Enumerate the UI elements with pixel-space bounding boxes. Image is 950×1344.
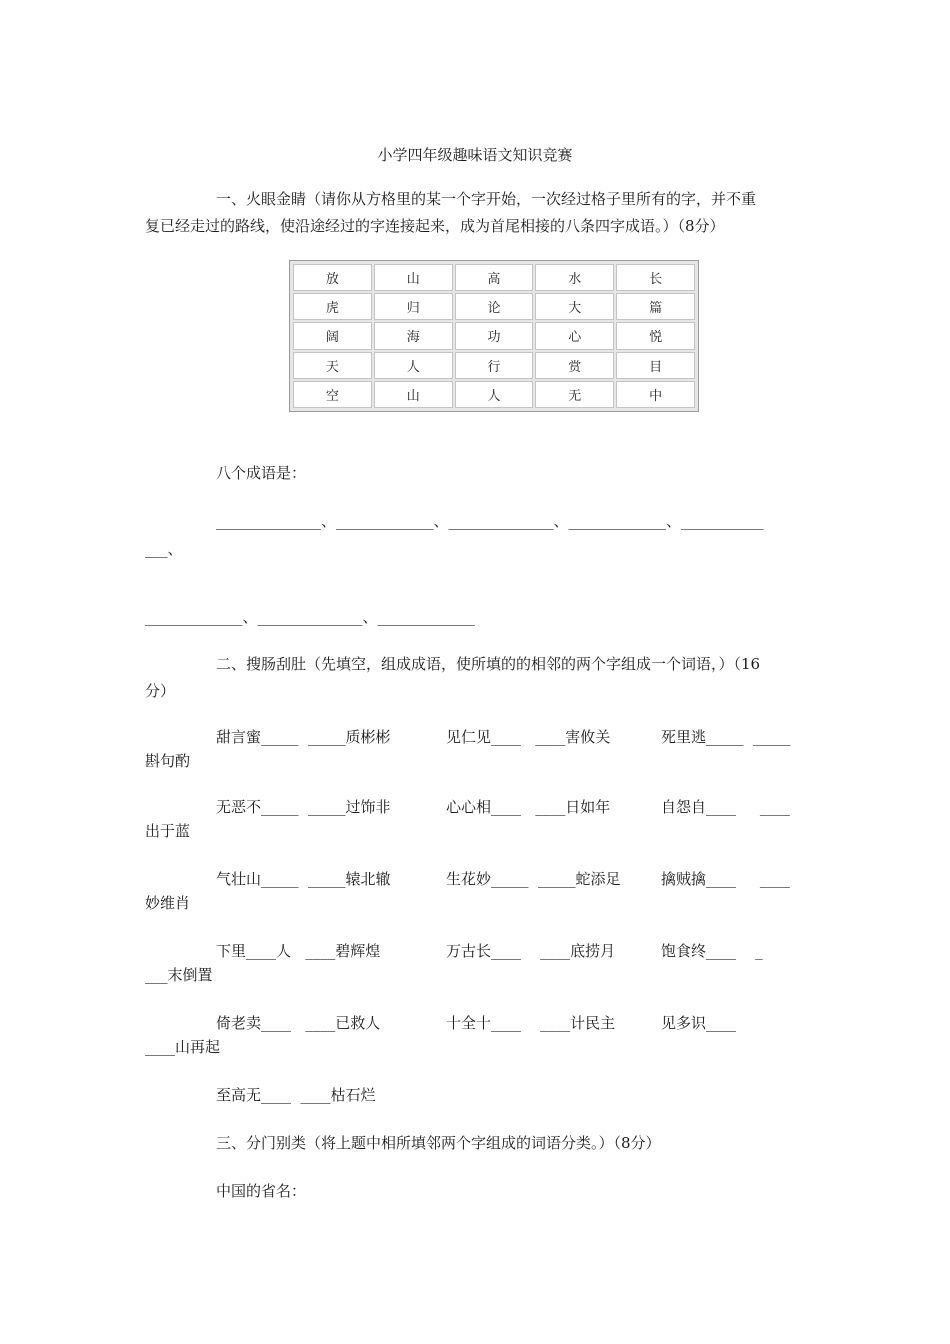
- idiom-pair-c: 自怨自____ ____: [661, 798, 790, 816]
- grid-row: [293, 322, 695, 349]
- grid-cell: 阔: [293, 322, 372, 349]
- idiom-row-continuation: 斟句酌: [145, 752, 191, 770]
- grid-cell: 人: [455, 381, 534, 408]
- answer-blanks-line1: ______________、_____________、______________、_____________、___________: [216, 512, 764, 530]
- idiom-row-continuation: ___末倒置: [145, 966, 213, 984]
- idiom-row-continuation: 妙维肖: [145, 894, 191, 912]
- grid-cell: 心: [535, 322, 614, 349]
- grid-cell: 篇: [616, 293, 695, 320]
- idiom-pair-c: 见多识____: [661, 1014, 737, 1032]
- grid-row: [293, 381, 695, 408]
- section2-instruction-line1: 二、搜肠刮肚（先填空，组成成语，使所填的的相邻的两个字组成一个词语，）（16: [216, 655, 761, 673]
- answer-blanks-line2: _____________、______________、_____________: [145, 608, 476, 626]
- idiom-pair-a: 气壮山_____ _____辕北辙: [216, 870, 391, 888]
- section2-last-line: 至高无____ ____枯石烂: [216, 1086, 376, 1104]
- idiom-row-continuation: ____山再起: [145, 1038, 221, 1056]
- grid-cell: 赏: [535, 352, 614, 379]
- idiom-pair-b: 万古长____ ____底捞月: [446, 942, 616, 960]
- grid-cell: 水: [535, 264, 614, 291]
- idiom-row-continuation: 出于蓝: [145, 822, 191, 840]
- grid-cell: 行: [455, 352, 534, 379]
- grid-cell: 归: [374, 293, 453, 320]
- grid-cell: 功: [455, 322, 534, 349]
- grid-cell: 无: [535, 381, 614, 408]
- grid-cell: 空: [293, 381, 372, 408]
- idiom-pair-b: 生花妙_____ _____蛇添足: [446, 870, 621, 888]
- grid-cell: 人: [374, 352, 453, 379]
- idiom-pair-b: 见仁见____ ____害攸关: [446, 728, 611, 746]
- grid-row: [293, 293, 695, 320]
- grid-cell: 大: [535, 293, 614, 320]
- grid-cell: 天: [293, 352, 372, 379]
- grid-cell: 目: [616, 352, 695, 379]
- section3-instruction: 三、分门别类（将上题中相所填邻两个字组成的词语分类。）（8分）: [216, 1134, 661, 1152]
- character-grid-table: [291, 262, 697, 410]
- idiom-pair-c: 死里逃_____ _____: [661, 728, 791, 746]
- grid-cell: 放: [293, 264, 372, 291]
- grid-cell: 悦: [616, 322, 695, 349]
- grid-cell: 海: [374, 322, 453, 349]
- character-grid: [289, 260, 699, 412]
- section2-instruction-line2: 分）: [145, 682, 176, 700]
- section1-instruction-line2: 复已经走过的路线，使沿途经过的字连接起来，成为首尾相接的八条四字成语。）（8分）: [145, 217, 725, 235]
- idiom-pair-b: 心心相____ ____日如年: [446, 798, 611, 816]
- idiom-pair-a: 下里____人 ____碧辉煌: [216, 942, 381, 960]
- idiom-pair-a: 倚老卖____ ____已救人: [216, 1014, 381, 1032]
- idiom-pair-b: 十全十____ ____计民主: [446, 1014, 616, 1032]
- grid-row: [293, 352, 695, 379]
- section1-instruction-line1: 一、火眼金睛（请你从方格里的某一个字开始，一次经过格子里所有的字，并不重: [216, 190, 757, 208]
- answer-blanks-line1-cont: ___、: [145, 540, 183, 558]
- grid-row: [293, 264, 695, 291]
- grid-cell: 中: [616, 381, 695, 408]
- grid-cell: 山: [374, 264, 453, 291]
- grid-cell: 虎: [293, 293, 372, 320]
- idioms-prompt: 八个成语是：: [216, 464, 307, 482]
- idiom-pair-a: 甜言蜜_____ _____质彬彬: [216, 728, 391, 746]
- grid-cell: 高: [455, 264, 534, 291]
- idiom-pair-c: 饱食终____ _: [661, 942, 763, 960]
- idiom-pair-c: 擒贼擒____ ____: [661, 870, 790, 888]
- grid-cell: 山: [374, 381, 453, 408]
- province-names-label: 中国的省名：: [216, 1182, 307, 1200]
- grid-cell: 论: [455, 293, 534, 320]
- grid-cell: 长: [616, 264, 695, 291]
- idiom-pair-a: 无恶不_____ _____过饰非: [216, 798, 391, 816]
- page-title: 小学四年级趣味语文知识竞赛: [377, 146, 573, 164]
